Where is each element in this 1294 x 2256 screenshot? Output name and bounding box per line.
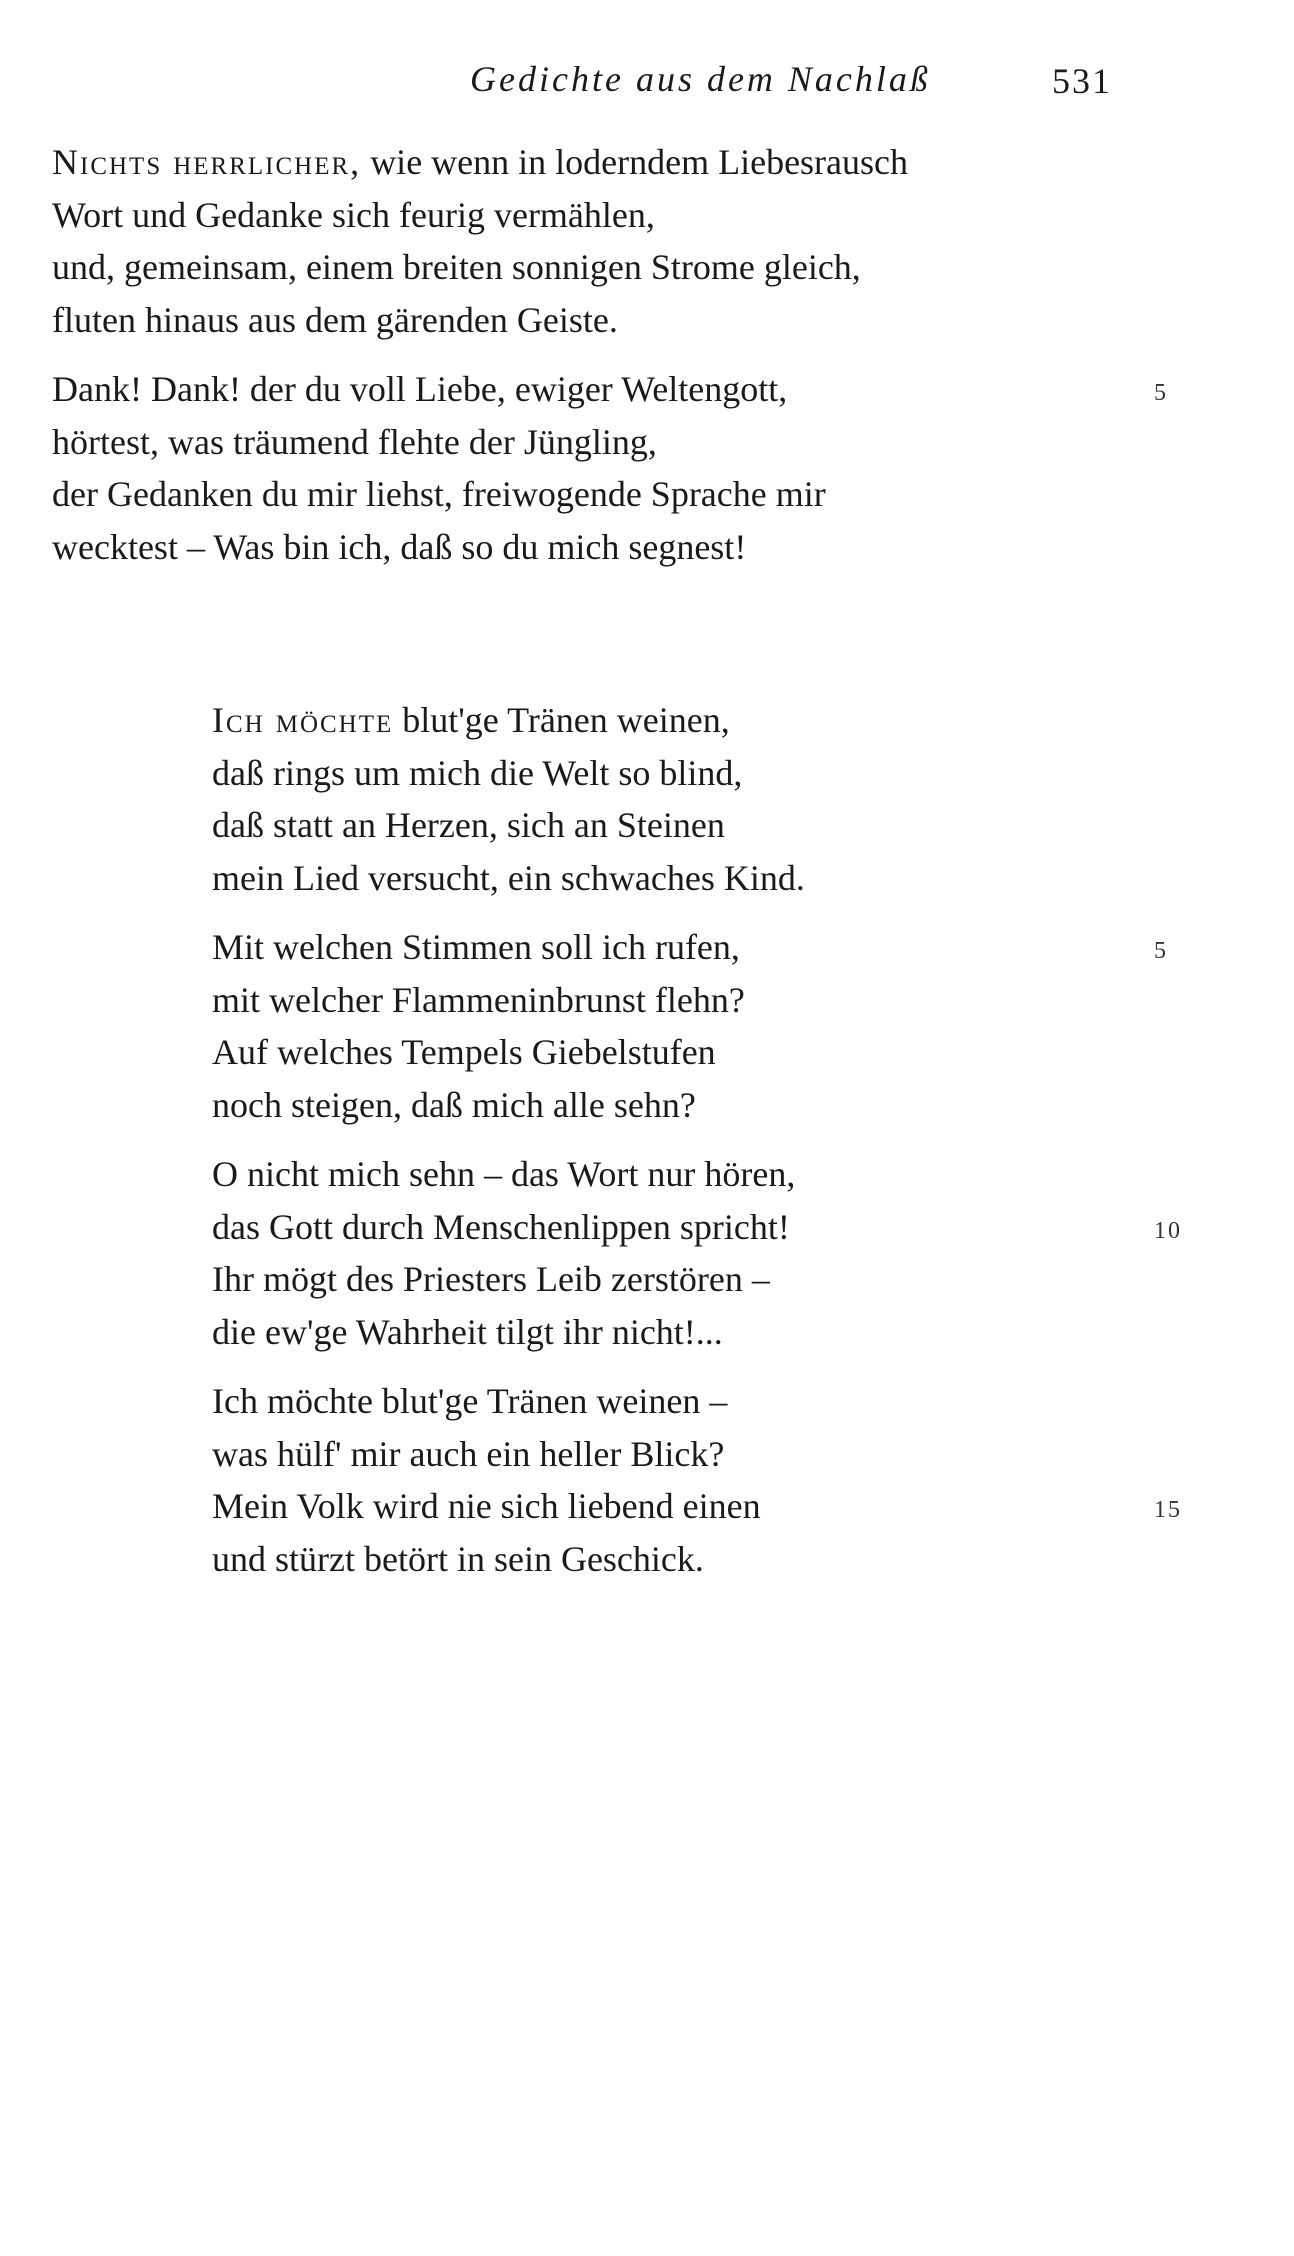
running-title: Gedichte aus dem Nachlaß [470, 59, 931, 99]
poem-line: O nicht mich sehn – das Wort nur hören, [212, 1154, 796, 1194]
poem-line [52, 136, 908, 189]
poem-line [52, 363, 1168, 416]
poem-line: hörtest, was träumend flehte der Jüngling, [52, 421, 657, 462]
poem-line: noch steigen, daß mich alle sehn? [212, 1084, 696, 1125]
poem-line: mit welcher Flammeninbrunst flehn? [212, 979, 745, 1020]
page-number: 531 [1052, 61, 1112, 101]
line-number: 5 [1154, 938, 1168, 964]
stanza [212, 1148, 1182, 1358]
poem-line: daß rings um mich die Welt so blind, [212, 752, 743, 793]
line-text: wie wenn in loderndem Liebesrausch [361, 142, 909, 182]
incipit: Nichts herrlicher, [52, 142, 362, 182]
poem-line [212, 921, 1168, 974]
line-text: das Gott durch Menschenlippen spricht! [212, 1206, 790, 1247]
line-number: 10 [1154, 1217, 1182, 1244]
poem-line: der Gedanken du mir liehst, freiwogende Sprache mir [52, 474, 826, 514]
stanza [52, 136, 908, 346]
line-number: 5 [1154, 380, 1168, 406]
stanza [212, 921, 1168, 1131]
poem-line: und, gemeinsam, einem breiten sonnigen Strome gleich, [52, 247, 861, 287]
poem-line [212, 694, 805, 747]
poem-line: die ew'ge Wahrheit tilgt ihr nicht!... [212, 1311, 723, 1352]
poem-line: und stürzt betört in sein Geschick. [212, 1538, 704, 1579]
stanza [212, 694, 805, 904]
line-text: Dank! Dank! der du voll Liebe, ewiger Weltengott, [52, 369, 788, 409]
poem-line: Ihr mögt des Priesters Leib zerstören – [212, 1259, 770, 1299]
poem-line: mein Lied versucht, ein schwaches Kind. [212, 857, 805, 898]
poem-line [212, 1480, 1182, 1533]
poem-nichts-herrlicher [52, 136, 1168, 590]
incipit: Ich möchte [212, 700, 394, 740]
poem-line: Ich möchte blut'ge Tränen weinen – [212, 1381, 728, 1421]
poem-line: wecktest – Was bin ich, daß so du mich segnest! [52, 526, 747, 567]
poem-line [212, 1201, 1182, 1254]
poem-line: was hülf' mir auch ein heller Blick? [212, 1433, 725, 1474]
line-number: 15 [1154, 1497, 1182, 1523]
poem-line: fluten hinaus aus dem gärenden Geiste. [52, 299, 618, 340]
line-text: blut'ge Tränen weinen, [393, 700, 730, 740]
stanza [52, 363, 1168, 573]
line-text: Mit welchen Stimmen soll ich rufen, [212, 927, 740, 967]
poem-line: Auf welches Tempels Giebelstufen [212, 1032, 716, 1072]
running-head [0, 52, 1294, 102]
stanza [212, 1375, 1182, 1585]
poem-ich-moechte [212, 694, 1182, 1602]
line-text: Mein Volk wird nie sich liebend einen [212, 1486, 761, 1526]
poem-line: daß statt an Herzen, sich an Steinen [212, 805, 725, 845]
poem-line: Wort und Gedanke sich feurig vermählen, [52, 194, 655, 235]
